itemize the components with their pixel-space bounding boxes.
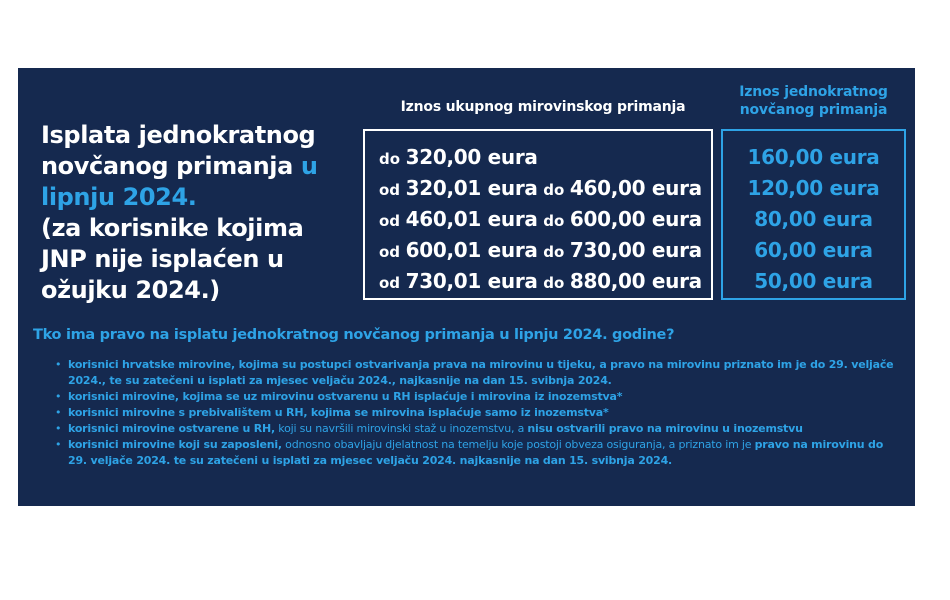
range-row <box>379 269 711 300</box>
headline-line2-accent: u <box>300 152 318 180</box>
bullet-icon: • <box>55 438 62 451</box>
range-from: 320,00 eura <box>405 145 538 169</box>
headline-line3-accent: lipnju 2024. <box>41 183 197 211</box>
range-mid: do <box>543 243 565 261</box>
amount-value: 60,00 eura <box>754 238 873 262</box>
range-to: 460,00 eura <box>569 176 702 200</box>
item-bold-text: pravo na mirovinu do 29. veljače 2024. te su zatečeni u isplati za mjesec veljaču 2024. najkasnije na dan 15. svibnja 2024. <box>68 438 884 467</box>
headline-subtitle: (za korisnike kojima JNP nije isplaćen u ožujku 2024.) <box>41 214 304 304</box>
range-to: 600,00 eura <box>569 207 702 231</box>
eligibility-list <box>55 357 905 469</box>
bullet-icon: • <box>55 390 62 403</box>
range-mid: do <box>543 274 565 292</box>
headline-line2: novčanog primanja <box>41 152 301 180</box>
item-bold-text: korisnici hrvatske mirovine, kojima su postupci ostvarivanja prava na mirovinu u tijeku, a pravo na mirovinu priznato im je do 29. veljače 2024., te su zatečeni u isplati za mjesec veljaču 2024., najkasnije na dan 15. svibnja 2024. <box>68 358 894 387</box>
item-bold-text: korisnici mirovine koji su zaposleni, <box>68 438 282 451</box>
bullet-icon: • <box>55 358 62 371</box>
range-from: 600,01 eura <box>405 238 538 262</box>
range-row <box>379 207 711 238</box>
range-mid: do <box>543 181 565 199</box>
bullet-icon: • <box>55 422 62 435</box>
item-bold-text: korisnici mirovine ostvarene u RH, <box>68 422 275 435</box>
amount-value: 120,00 eura <box>747 176 880 200</box>
amounts-column-header: Iznos jednokratnog novčanog primanja <box>739 84 888 118</box>
bullet-icon: • <box>55 406 62 419</box>
eligibility-item <box>55 421 905 437</box>
item-bold-text: nisu ostvarili pravo na mirovinu u inozemstvu <box>527 422 803 435</box>
range-row <box>379 238 711 269</box>
item-text: odnosno obavljaju djelatnost na temelju koje postoji obveza osiguranja, a priznato im je <box>281 438 755 451</box>
range-from: 320,01 eura <box>405 176 538 200</box>
eligibility-question: Tko ima pravo na isplatu jednokratnog novčanog primanja u lipnju 2024. godine? <box>33 327 675 343</box>
range-row <box>379 176 711 207</box>
amount-value: 160,00 eura <box>747 145 880 169</box>
item-bold-text: korisnici mirovine, kojima se uz mirovinu ostvarenu u RH isplaćuje i mirovina iz inozemstva* <box>68 390 623 403</box>
ranges-column-header: Iznos ukupnog mirovinskog primanja <box>400 99 686 115</box>
eligibility-item <box>55 437 905 469</box>
range-prefix: od <box>379 243 401 261</box>
range-prefix: od <box>379 212 401 230</box>
range-mid: do <box>543 212 565 230</box>
headline-line1: Isplata jednokratnog <box>41 121 316 149</box>
range-prefix: od <box>379 274 401 292</box>
info-banner <box>18 68 915 506</box>
item-text: koji su navršili mirovinski staž u inozemstvu, a <box>275 422 528 435</box>
range-prefix: od <box>379 181 401 199</box>
range-from: 460,01 eura <box>405 207 538 231</box>
range-row <box>379 145 711 176</box>
range-prefix: do <box>379 150 401 168</box>
eligibility-item <box>55 389 905 405</box>
eligibility-item <box>55 357 905 389</box>
range-to: 730,00 eura <box>569 238 702 262</box>
headline <box>41 120 341 306</box>
ranges-box <box>363 129 713 300</box>
range-from: 730,01 eura <box>405 269 538 293</box>
amount-value: 50,00 eura <box>754 269 873 293</box>
item-bold-text: korisnici mirovine s prebivalištem u RH, kojima se mirovina isplaćuje samo iz inozemstva* <box>68 406 609 419</box>
amounts-box <box>721 129 906 300</box>
range-to: 880,00 eura <box>569 269 702 293</box>
amount-value: 80,00 eura <box>754 207 873 231</box>
eligibility-item <box>55 405 905 421</box>
